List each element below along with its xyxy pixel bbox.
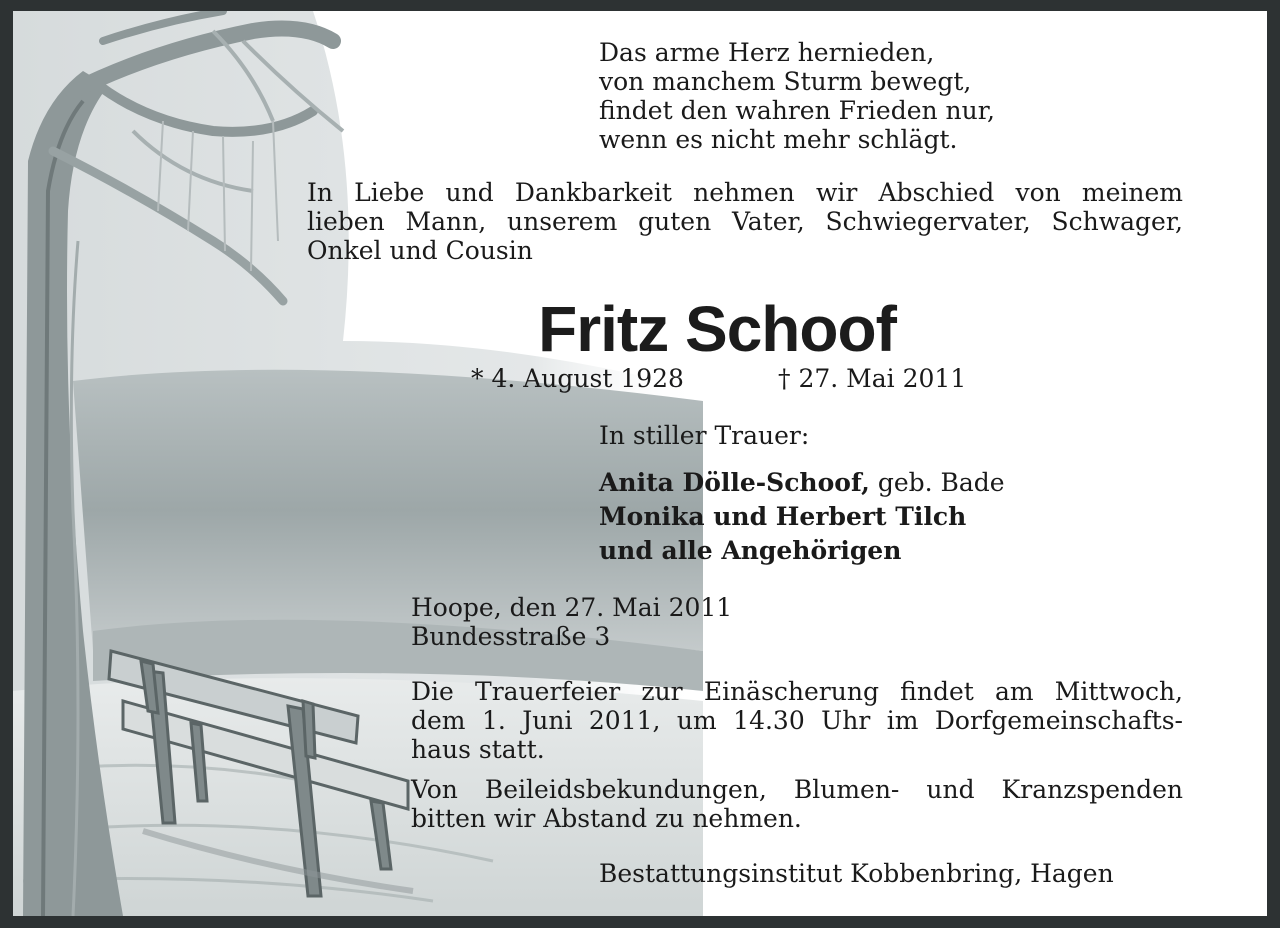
obituary-card bbox=[13, 11, 1267, 916]
address-line: Bundesstraße 3 bbox=[411, 622, 611, 651]
birth-date: * 4. August 1928 bbox=[471, 364, 684, 393]
mourner-name: und alle Angehörigen bbox=[599, 536, 902, 565]
place-line: Hoope, den 27. Mai 2011 bbox=[411, 593, 733, 622]
service-line: dem 1. Juni 2011, um 14.30 Uhr im Dorfgemeinschafts- bbox=[411, 706, 1183, 735]
poem-line: findet den wahren Frieden nur, bbox=[599, 96, 995, 125]
mourner-name: Anita Dölle-Schoof, bbox=[599, 468, 870, 497]
mourner-name: Monika und Herbert Tilch bbox=[599, 502, 967, 531]
mourner-entry bbox=[599, 534, 1005, 568]
service-line: haus statt. bbox=[411, 735, 545, 764]
condolence-note bbox=[411, 775, 1183, 833]
intro-line: lieben Mann, unserem guten Vater, Schwiegervater, Schwager, bbox=[307, 207, 1183, 236]
intro-line: In Liebe und Dankbarkeit nehmen wir Abschied von meinem bbox=[307, 178, 1183, 207]
poem-line: von manchem Sturm bewegt, bbox=[599, 67, 972, 96]
mourner-suffix: geb. Bade bbox=[869, 468, 1005, 497]
deceased-name: Fritz Schoof bbox=[538, 293, 896, 365]
service-line: Die Trauerfeier zur Einäscherung findet am Mittwoch, bbox=[411, 677, 1183, 706]
undertaker: Bestattungsinstitut Kobbenbring, Hagen bbox=[599, 859, 1114, 888]
poem-line: Das arme Herz hernieden, bbox=[599, 38, 935, 67]
place-and-date bbox=[411, 593, 732, 651]
intro-line: Onkel und Cousin bbox=[307, 236, 533, 265]
service-info bbox=[411, 677, 1183, 764]
mourner-entry bbox=[599, 500, 1005, 534]
intro-paragraph bbox=[307, 178, 1183, 265]
mourners-label: In stiller Trauer: bbox=[599, 421, 810, 450]
mourners-list bbox=[599, 466, 1005, 568]
death-date: † 27. Mai 2011 bbox=[778, 364, 967, 393]
note-line: Von Beileidsbekundungen, Blumen- und Kranzspenden bbox=[411, 775, 1183, 804]
note-line: bitten wir Abstand zu nehmen. bbox=[411, 804, 802, 833]
mourner-entry bbox=[599, 466, 1005, 500]
poem-line: wenn es nicht mehr schlägt. bbox=[599, 125, 958, 154]
poem bbox=[599, 38, 1159, 154]
